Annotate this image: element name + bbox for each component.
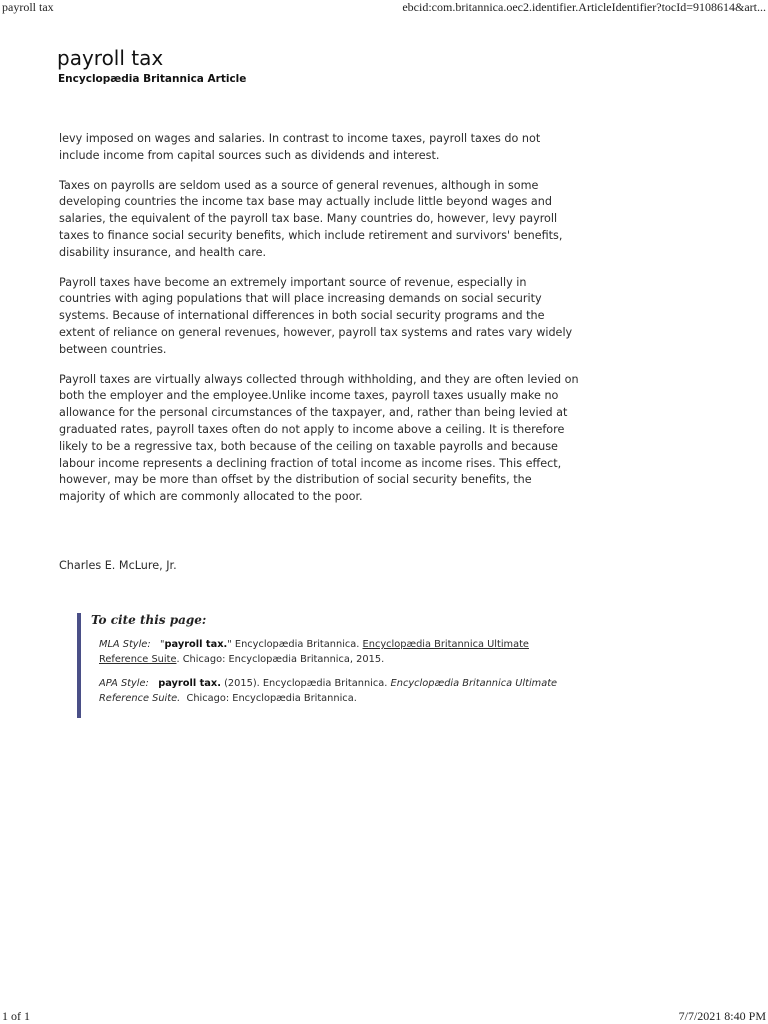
apa-work-title: Encyclopædia Britannica Ultimate Reference Suite.	[99, 678, 558, 704]
browser-page-title: payroll tax	[2, 0, 54, 14]
article-title: payroll tax	[57, 46, 164, 70]
mla-citation	[99, 637, 561, 667]
mla-quote-close: "	[227, 639, 232, 650]
paragraph: Payroll taxes have become an extremely important source of revenue, especially in countries with aging populations that will place increasing demands on social security systems. Because of international differences in both social security programs and the extent of reliance on general revenues, however, payroll tax systems and rates vary widely between countries.	[59, 275, 573, 356]
mla-tail: . Chicago: Encyclopædia Britannica, 2015.	[176, 654, 385, 665]
article-body	[59, 131, 579, 519]
article-subtitle: Encyclopædia Britannica Article	[58, 73, 247, 85]
mla-reference-suite-link[interactable]: Encyclopædia Britannica Ultimate Reference Suite	[99, 639, 529, 665]
citation-box	[91, 613, 561, 715]
paragraph: Payroll taxes are virtually always collected through withholding, and they are often levied on both the employer and the employee.Unlike income taxes, payroll taxes usually make no allowance for the personal circumstances of the taxpayer, and, rather than being levied at graduated rates, payroll taxes often do not apply to income above a ceiling. It is therefore likely to be a regressive tax, both because of the ceiling on taxable payrolls and because labour income represents a declining fraction of total income as income rises. This effect, however, may be more than offset by the distribution of social security benefits, the majority of which are commonly allocated to the poor.	[59, 372, 579, 504]
apa-article-title: payroll tax.	[158, 678, 221, 689]
citation-heading: To cite this page:	[91, 613, 207, 627]
paragraph: levy imposed on wages and salaries. In contrast to income taxes, payroll taxes do not include income from capital sources such as dividends and interest.	[59, 132, 541, 162]
apa-citation	[99, 676, 561, 706]
mla-publisher: Encyclopædia Britannica.	[234, 639, 360, 650]
page-count: 1 of 1	[2, 1009, 30, 1023]
mla-style-label: MLA Style:	[99, 639, 151, 650]
mla-quote-open: "	[159, 639, 165, 650]
mla-article-title: payroll tax.	[164, 639, 228, 650]
paragraph: Taxes on payrolls are seldom used as a source of general revenues, although in some developing countries the income tax base may actually include little beyond wages and salaries, the equivalent of the payroll tax base. Many countries do, however, levy payroll taxes to finance social security benefits, which include retirement and survivors' benefits, disability insurance, and health care.	[59, 178, 563, 259]
apa-style-label: APA Style:	[99, 678, 149, 689]
apa-tail: Chicago: Encyclopædia Britannica.	[186, 693, 357, 704]
browser-url: ebcid:com.britannica.oec2.identifier.ArticleIdentifier?tocId=9108614&art...	[402, 0, 766, 14]
citation-accent-bar	[77, 613, 81, 718]
article-author: Charles E. McLure, Jr.	[59, 559, 177, 572]
print-datetime: 7/7/2021 8:40 PM	[678, 1009, 766, 1023]
apa-year: (2015). Encyclopædia Britannica.	[224, 678, 388, 689]
